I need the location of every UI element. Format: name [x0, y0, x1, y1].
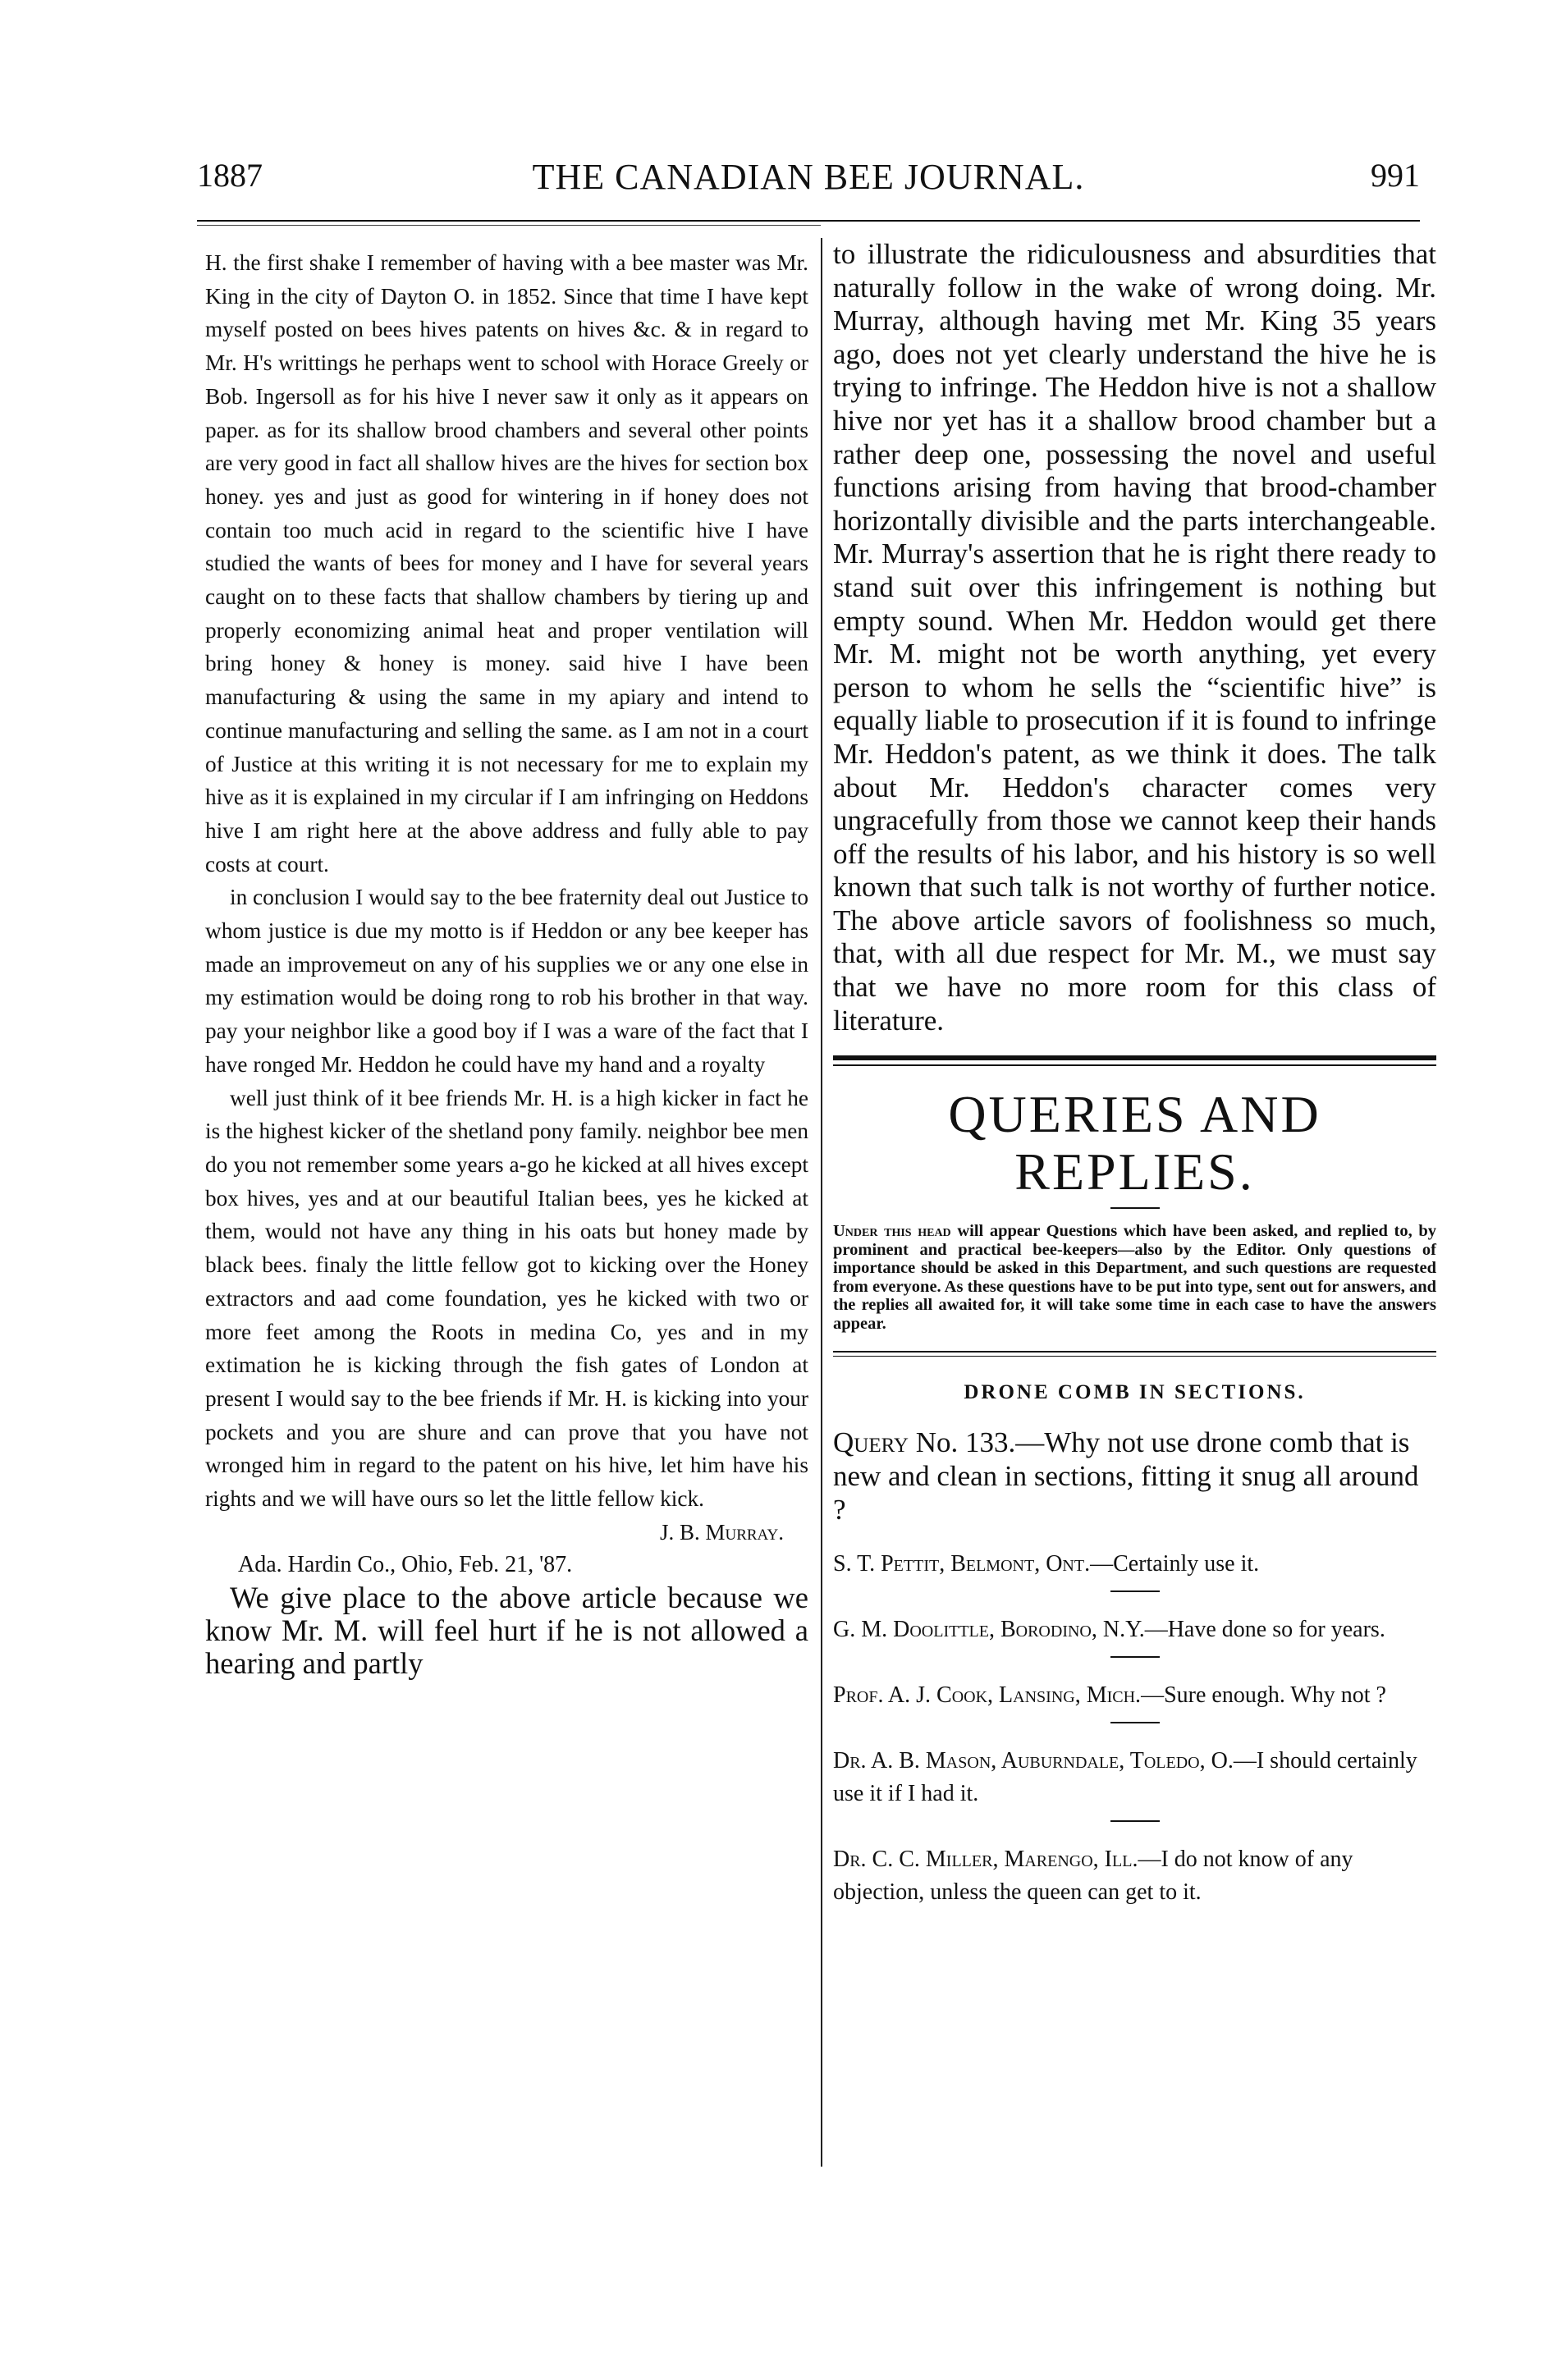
murray-letter	[205, 246, 808, 1516]
reply-text: —Certainly use it.	[1090, 1551, 1260, 1577]
header-rule-secondary	[197, 225, 821, 226]
query-text: No. 133.—Why not use drone comb that is new and clean in sections, fitting it snug all around ?	[833, 1426, 1419, 1526]
editorial-paragraph-continued: to illustrate the ridiculousness and absurdities that naturally follow in the wake of wrong doing. Mr. Murray, although having met Mr. King 35 years ago, does not yet clearly understand the hive he is trying to infringe. The Heddon hive is not a shallow hive nor yet has it a shallow brood chamber but a rather deep one, possessing the novel and useful functions arising from having that brood-chamber horizontally divisible and the parts interchangeable. Mr. Murray's assertion that he is right there ready to stand suit over this infringement is nothing but empty sound. When Mr. Heddon would get there Mr. M. might not be worth anything, yet every person to whom he sells the “scientific hive” is equally liable to prosecution if it is found to infringe Mr. Heddon's patent, as we think it does. The talk about Mr. Heddon's character comes very ungracefully from those we cannot keep their hands off the results of his labor, and his history is so well known that such talk is not worthy of further notice. The above article savors of foolishness so much, that, with all due respect for Mr. M., we must say that we have no more room for this class of literature.	[833, 238, 1436, 1037]
letter-dateline: Ada. Hardin Co., Ohio, Feb. 21, '87.	[238, 1551, 573, 1577]
letter-paragraph: well just think of it bee friends Mr. H. is a high kicker in fact he is the highest kicker of the shetland pony family. neighbor bee men do you not remember some years a-go he kicked at all hives except box hives, yes and at our beautiful Italian bees, yes he kicked at them, would not have any thing in his oats but honey made by black bees. finaly the little fellow got to kicking over the Honey extractors and aad come foundation, yes he kicked with two or more feet among the Roots in medina Co, yes and in my extimation he is kicking through the fish gates of London at present I would say to the bee friends if Mr. H. is kicking into your pockets and you are shure and can prove that you have not wronged him in regard to the patent on his hive, let him have his rights and we will have ours so let the little fellow kick.	[205, 1085, 808, 1512]
section-note-lead: Under this head	[833, 1222, 951, 1241]
column-divider	[821, 238, 822, 2167]
journal-title: THE CANADIAN BEE JOURNAL.	[532, 157, 1085, 197]
query	[833, 1426, 1436, 1526]
reply	[833, 1613, 1436, 1646]
reply-author: Prof. A. J. Cook, Lansing, Mich.	[833, 1682, 1142, 1709]
reply	[833, 1679, 1436, 1712]
header-rule	[197, 220, 1420, 222]
reply-author: Dr. A. B. Mason, Auburndale, Toledo, O.	[833, 1748, 1234, 1774]
reply	[833, 1843, 1436, 1909]
reply-author: S. T. Pettit, Belmont, Ont.	[833, 1551, 1091, 1577]
reply-separator	[1110, 1590, 1160, 1592]
reply	[833, 1548, 1436, 1581]
reply-text: —Have done so for years.	[1144, 1617, 1385, 1643]
section-note-text: will appear Questions which have been asked, and replied to, by prominent and practical bee-keepers—also by the Editor. Only questions of importance should be asked in this Department, and such questions are requested from everyone. As these questions have to be put into type, sent out for answers, and the replies all awaited for, it will take some time in each case to have the answers appear.	[833, 1222, 1436, 1333]
editorial-note	[205, 1581, 808, 1680]
reply-separator	[1110, 1656, 1160, 1658]
letter-paragraph: in conclusion I would say to the bee fraternity deal out Justice to whom justice is due my motto is if Heddon or any bee keeper has made an improvemeut on any of his supplies we or any one else in my estimation would be doing rong to rob his brother in that way. pay your neighbor like a good boy if I was a ware of the fact that I have ronged Mr. Heddon he could have my hand and a royalty	[205, 885, 808, 1077]
reply-text: —I do not know of any objection, unless the queen can get to it.	[833, 1847, 1353, 1906]
running-head	[197, 156, 1420, 205]
editorial-paragraph: We give place to the above article because we know Mr. M. will feel hurt if he is not allowed a hearing and partly	[205, 1580, 808, 1680]
reply-author: G. M. Doolittle, Borodino, N.Y.	[833, 1617, 1145, 1643]
section-rule-thin	[833, 1064, 1436, 1066]
note-rule-thin	[833, 1356, 1436, 1357]
letter-signature: J. B. Murray.	[659, 1519, 784, 1545]
reply-text: —I should certainly use it if I had it.	[833, 1748, 1417, 1807]
reply-text: —Sure enough. Why not ?	[1141, 1682, 1386, 1709]
left-column	[205, 246, 808, 1680]
query-subhead: DRONE COMB IN SECTIONS.	[964, 1381, 1306, 1404]
reply-separator	[1110, 1820, 1160, 1822]
section-rule-thick	[833, 1055, 1436, 1060]
page-number: 991	[1371, 157, 1420, 194]
letter-paragraph: H. the first shake I remember of having with a bee master was Mr. King in the city of Dayton O. in 1852. Since that time I have kept myself posted on bees hives patents on hives &c. & in regard to Mr. H's writtings he perhaps went to school with Horace Greely or Bob. Ingersoll as for his hive I never saw it only as it appears on paper. as for its shallow brood chambers and several other points are very good in fact all shallow hives are the hives for section box honey. yes and just as good for wintering in if honey does not contain too much acid in regard to the scientific hive I have studied the wants of bees for money and I have for several years caught on to these facts that shallow chambers by tiering up and properly economizing animal heat and proper ventilation will bring honey & honey is money. said hive I have been manufacturing & using the same in my apiary and intend to continue manufacturing and selling the same. as I am not in a court of Justice at this writing it is not necessary for me to explain my hive as it is explained in my circular if I am infringing on Heddons hive I am right here at the above address and fully able to pay costs at court.	[205, 250, 808, 876]
right-column	[833, 238, 1436, 1909]
reply-author: Dr. C. C. Miller, Marengo, Ill.	[833, 1847, 1138, 1873]
query-lead: Query	[833, 1426, 909, 1459]
reply-separator	[1110, 1722, 1160, 1723]
title-underline	[1110, 1207, 1160, 1209]
editorial-continued	[833, 238, 1436, 1037]
section-title: QUERIES AND REPLIES.	[948, 1085, 1321, 1201]
reply	[833, 1745, 1436, 1810]
note-rule	[833, 1351, 1436, 1352]
header-year: 1887	[197, 157, 263, 194]
section-note	[833, 1222, 1436, 1333]
